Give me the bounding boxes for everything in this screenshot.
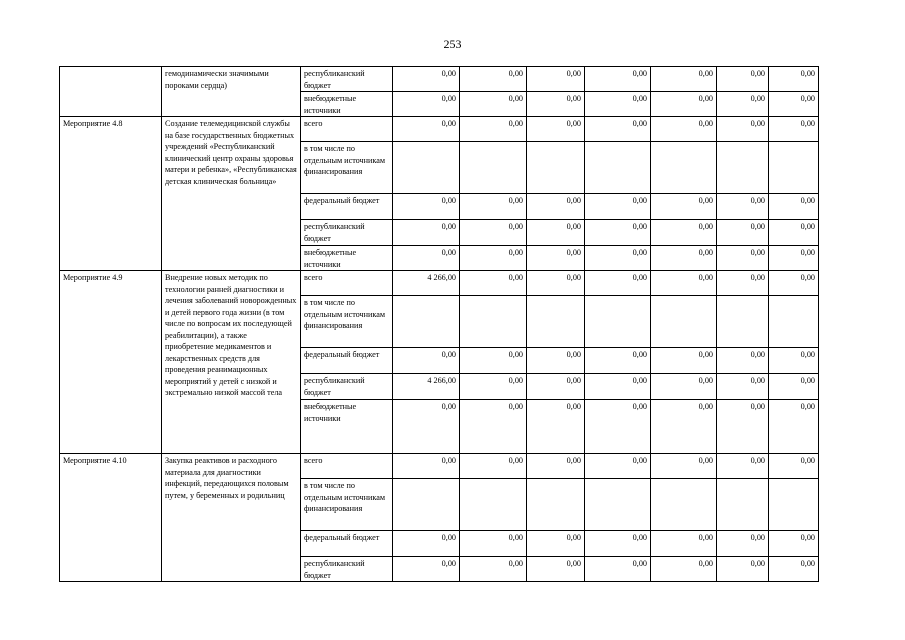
amount-cell: 0,00	[769, 454, 819, 479]
amount-cell	[460, 479, 527, 531]
amount-cell	[651, 296, 717, 348]
event-name-cell: гемодинамически значимыми пороками сердца)	[162, 67, 301, 117]
amount-cell: 0,00	[527, 374, 585, 400]
amount-cell: 0,00	[717, 92, 769, 117]
amount-cell: 0,00	[393, 220, 460, 246]
amount-cell: 0,00	[585, 67, 651, 92]
amount-cell	[717, 296, 769, 348]
funding-source-cell: федеральный бюджет	[301, 194, 393, 220]
amount-cell: 0,00	[717, 194, 769, 220]
amount-cell: 0,00	[527, 117, 585, 142]
amount-cell: 0,00	[769, 271, 819, 296]
amount-cell: 0,00	[717, 117, 769, 142]
amount-cell: 0,00	[651, 454, 717, 479]
amount-cell: 0,00	[769, 348, 819, 374]
amount-cell: 0,00	[769, 92, 819, 117]
funding-source-cell: внебюджетные источники	[301, 400, 393, 454]
amount-cell: 0,00	[651, 117, 717, 142]
amount-cell: 0,00	[717, 220, 769, 246]
amount-cell	[460, 142, 527, 194]
funding-source-cell: в том числе по отдельным источникам финансирования	[301, 479, 393, 531]
amount-cell: 4 266,00	[393, 374, 460, 400]
amount-cell: 0,00	[585, 220, 651, 246]
amount-cell: 0,00	[585, 557, 651, 582]
amount-cell: 0,00	[769, 400, 819, 454]
amount-cell: 0,00	[393, 400, 460, 454]
amount-cell: 0,00	[460, 246, 527, 271]
amount-cell: 0,00	[585, 400, 651, 454]
amount-cell: 0,00	[769, 67, 819, 92]
funding-source-cell: республиканский бюджет	[301, 374, 393, 400]
amount-cell: 0,00	[460, 117, 527, 142]
event-name-cell: Внедрение новых методик по технологии ранней диагностики и лечения заболеваний новорожденных и детей первого года жизни (в том числе по вопросам их последующей реабилитации), а также приобретение медикаментов и лекарственных средств для проведения реанимационных мероприятий у детей с низкой и экстремально низкой массой тела	[162, 271, 301, 454]
amount-cell: 0,00	[651, 374, 717, 400]
amount-cell: 0,00	[651, 400, 717, 454]
amount-cell: 0,00	[717, 374, 769, 400]
amount-cell: 0,00	[717, 246, 769, 271]
amount-cell: 0,00	[393, 67, 460, 92]
amount-cell	[769, 479, 819, 531]
amount-cell: 0,00	[460, 400, 527, 454]
table-row	[60, 67, 819, 92]
amount-cell: 0,00	[527, 557, 585, 582]
amount-cell: 0,00	[460, 454, 527, 479]
amount-cell	[393, 296, 460, 348]
funding-source-cell: федеральный бюджет	[301, 531, 393, 557]
budget-table	[59, 66, 819, 582]
amount-cell: 4 266,00	[393, 271, 460, 296]
amount-cell: 0,00	[393, 117, 460, 142]
amount-cell: 0,00	[393, 454, 460, 479]
amount-cell: 0,00	[527, 220, 585, 246]
amount-cell	[717, 479, 769, 531]
amount-cell: 0,00	[527, 67, 585, 92]
event-number-cell: Мероприятие 4.9	[60, 271, 162, 454]
amount-cell	[651, 479, 717, 531]
amount-cell	[585, 296, 651, 348]
amount-cell: 0,00	[460, 557, 527, 582]
amount-cell: 0,00	[460, 92, 527, 117]
amount-cell: 0,00	[527, 271, 585, 296]
amount-cell: 0,00	[527, 348, 585, 374]
event-number-cell	[60, 67, 162, 117]
funding-source-cell: республиканский бюджет	[301, 557, 393, 582]
funding-source-cell: республиканский бюджет	[301, 67, 393, 92]
funding-source-cell: всего	[301, 117, 393, 142]
amount-cell: 0,00	[393, 246, 460, 271]
amount-cell: 0,00	[717, 454, 769, 479]
amount-cell: 0,00	[585, 92, 651, 117]
amount-cell: 0,00	[585, 531, 651, 557]
amount-cell: 0,00	[717, 271, 769, 296]
amount-cell	[651, 142, 717, 194]
amount-cell: 0,00	[651, 557, 717, 582]
amount-cell: 0,00	[460, 271, 527, 296]
amount-cell: 0,00	[651, 271, 717, 296]
amount-cell: 0,00	[717, 400, 769, 454]
amount-cell	[460, 296, 527, 348]
amount-cell	[527, 142, 585, 194]
amount-cell: 0,00	[460, 531, 527, 557]
funding-source-cell: в том числе по отдельным источникам финансирования	[301, 142, 393, 194]
amount-cell: 0,00	[460, 374, 527, 400]
amount-cell	[393, 479, 460, 531]
amount-cell: 0,00	[651, 246, 717, 271]
amount-cell: 0,00	[651, 194, 717, 220]
amount-cell: 0,00	[585, 374, 651, 400]
funding-source-cell: внебюджетные источники	[301, 246, 393, 271]
event-name-cell: Создание телемедицинской службы на базе государственных бюджетных учреждений «Республиканский клинический центр охраны здоровья матери и ребенка», «Республиканская детская клиническая больница»	[162, 117, 301, 271]
amount-cell: 0,00	[527, 400, 585, 454]
amount-cell: 0,00	[527, 454, 585, 479]
table-row	[60, 454, 819, 479]
funding-source-cell: внебюджетные источники	[301, 92, 393, 117]
amount-cell: 0,00	[717, 557, 769, 582]
funding-source-cell: всего	[301, 454, 393, 479]
amount-cell: 0,00	[460, 67, 527, 92]
amount-cell: 0,00	[769, 246, 819, 271]
amount-cell: 0,00	[585, 194, 651, 220]
amount-cell: 0,00	[651, 531, 717, 557]
amount-cell	[585, 142, 651, 194]
amount-cell: 0,00	[393, 194, 460, 220]
event-name-cell: Закупка реактивов и расходного материала для диагностики инфекций, передающихся половым путем, у беременных и родильниц	[162, 454, 301, 582]
amount-cell: 0,00	[527, 246, 585, 271]
amount-cell: 0,00	[527, 194, 585, 220]
amount-cell: 0,00	[717, 531, 769, 557]
amount-cell: 0,00	[585, 246, 651, 271]
funding-source-cell: федеральный бюджет	[301, 348, 393, 374]
amount-cell	[527, 479, 585, 531]
amount-cell: 0,00	[651, 220, 717, 246]
table-row	[60, 117, 819, 142]
amount-cell: 0,00	[717, 67, 769, 92]
amount-cell: 0,00	[769, 531, 819, 557]
amount-cell: 0,00	[460, 348, 527, 374]
amount-cell: 0,00	[527, 531, 585, 557]
amount-cell	[769, 296, 819, 348]
funding-source-cell: всего	[301, 271, 393, 296]
amount-cell	[585, 479, 651, 531]
amount-cell: 0,00	[769, 374, 819, 400]
funding-source-cell: республиканский бюджет	[301, 220, 393, 246]
amount-cell	[717, 142, 769, 194]
amount-cell: 0,00	[460, 194, 527, 220]
amount-cell: 0,00	[651, 67, 717, 92]
amount-cell: 0,00	[460, 220, 527, 246]
amount-cell	[393, 142, 460, 194]
amount-cell: 0,00	[769, 194, 819, 220]
amount-cell: 0,00	[769, 117, 819, 142]
amount-cell: 0,00	[393, 92, 460, 117]
table-row	[60, 271, 819, 296]
amount-cell: 0,00	[717, 348, 769, 374]
amount-cell: 0,00	[585, 117, 651, 142]
amount-cell: 0,00	[651, 92, 717, 117]
amount-cell: 0,00	[585, 454, 651, 479]
funding-source-cell: в том числе по отдельным источникам финансирования	[301, 296, 393, 348]
amount-cell: 0,00	[585, 271, 651, 296]
page-number: 253	[443, 37, 462, 51]
amount-cell: 0,00	[393, 348, 460, 374]
amount-cell	[769, 142, 819, 194]
amount-cell: 0,00	[585, 348, 651, 374]
event-number-cell: Мероприятие 4.10	[60, 454, 162, 582]
amount-cell: 0,00	[527, 92, 585, 117]
amount-cell: 0,00	[393, 531, 460, 557]
amount-cell	[527, 296, 585, 348]
amount-cell: 0,00	[769, 220, 819, 246]
event-number-cell: Мероприятие 4.8	[60, 117, 162, 271]
amount-cell: 0,00	[393, 557, 460, 582]
amount-cell: 0,00	[769, 557, 819, 582]
amount-cell: 0,00	[651, 348, 717, 374]
